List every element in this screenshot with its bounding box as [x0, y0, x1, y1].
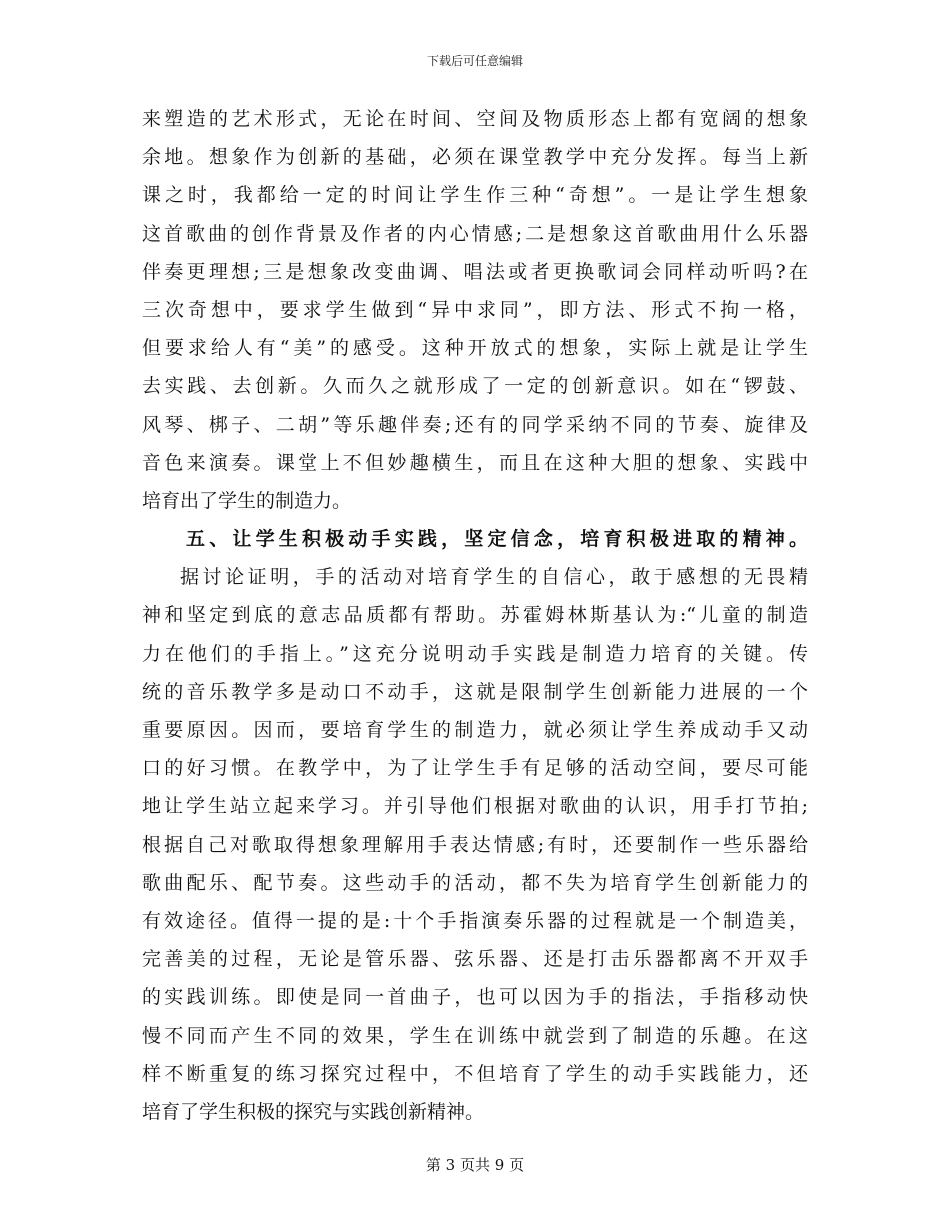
paragraph-line: 口的好习惯。在教学中，为了让学生手有足够的活动空间，要尽可能 [142, 757, 808, 780]
paragraph-line: 有效途径。值得一提的是:十个手指演奏乐器的过程就是一个制造美， [142, 909, 808, 932]
paragraph-line: 歌曲配乐、配节奏。这些动手的活动，都不失为培育学生创新能力的 [142, 871, 808, 894]
paragraph-line: 去实践、去创新。久而久之就形成了一定的创新意识。如在“锣鼓、 [142, 375, 808, 398]
paragraph-line: 根据自己对歌取得想象理解用手表达情感;有时，还要制作一些乐器给 [142, 833, 808, 856]
paragraph-line: 这首歌曲的创作背景及作者的内心情感;二是想象这首歌曲用什么乐器 [142, 222, 808, 245]
paragraph-line: 重要原因。因而，要培育学生的制造力，就必须让学生养成动手又动 [142, 719, 808, 741]
paragraph-line: 三次奇想中，要求学生做到“异中求同”，即方法、形式不拘一格， [142, 298, 808, 321]
paragraph-line: 样不断重复的练习探究过程中，不但培育了学生的动手实践能力，还 [142, 1062, 808, 1085]
section-heading: 五、让学生积极动手实践，坚定信念，培育积极进取的精神。 [186, 528, 808, 551]
page-footer: 第 3 页共 9 页 [425, 1156, 525, 1174]
paragraph-line: 但要求给人有“美”的感受。这种开放式的想象，实际上就是让学生 [142, 337, 808, 360]
document-body [142, 100, 808, 1131]
paragraph-line: 伴奏更理想;三是想象改变曲调、唱法或者更换歌词会同样动听吗?在 [142, 260, 808, 283]
paragraph-line: 风琴、梆子、二胡”等乐趣伴奏;还有的同学采纳不同的节奏、旋律及 [142, 413, 808, 436]
paragraph-line: 神和坚定到底的意志品质都有帮助。苏霍姆林斯基认为:“儿童的制造 [142, 604, 808, 627]
paragraph-line: 慢不同而产生不同的效果，学生在训练中就尝到了制造的乐趣。在这 [142, 1024, 808, 1047]
paragraph-line: 统的音乐教学多是动口不动手，这就是限制学生创新能力进展的一个 [142, 680, 808, 703]
paragraph-line: 地让学生站立起来学习。并引导他们根据对歌曲的认识，用手打节拍; [142, 795, 808, 818]
paragraph-line: 力在他们的手指上。”这充分说明动手实践是制造力培育的关键。传 [142, 642, 808, 665]
paragraph-line: 培育出了学生的制造力。 [142, 489, 352, 512]
paragraph-line: 来塑造的艺术形式，无论在时间、空间及物质形态上都有宽阔的想象 [142, 108, 808, 130]
paragraph-line: 余地。想象作为创新的基础，必须在课堂教学中充分发挥。每当上新 [142, 146, 808, 169]
page-header: 下载后可任意编辑 [426, 54, 523, 68]
paragraph-line: 据讨论证明，手的活动对培育学生的自信心，敢于感想的无畏精 [180, 566, 808, 589]
paragraph-line: 完善美的过程，无论是管乐器、弦乐器、还是打击乐器都离不开双手 [142, 948, 808, 971]
paragraph-line: 的实践训练。即使是同一首曲子，也可以因为手的指法，手指移动快 [142, 986, 808, 1009]
paragraph-line: 培育了学生积极的探究与实践创新精神。 [142, 1100, 485, 1123]
paragraph-line: 课之时，我都给一定的时间让学生作三种“奇想”。一是让学生想象 [142, 184, 808, 207]
paragraph-line: 音色来演奏。课堂上不但妙趣横生，而且在这种大胆的想象、实践中 [142, 451, 808, 474]
